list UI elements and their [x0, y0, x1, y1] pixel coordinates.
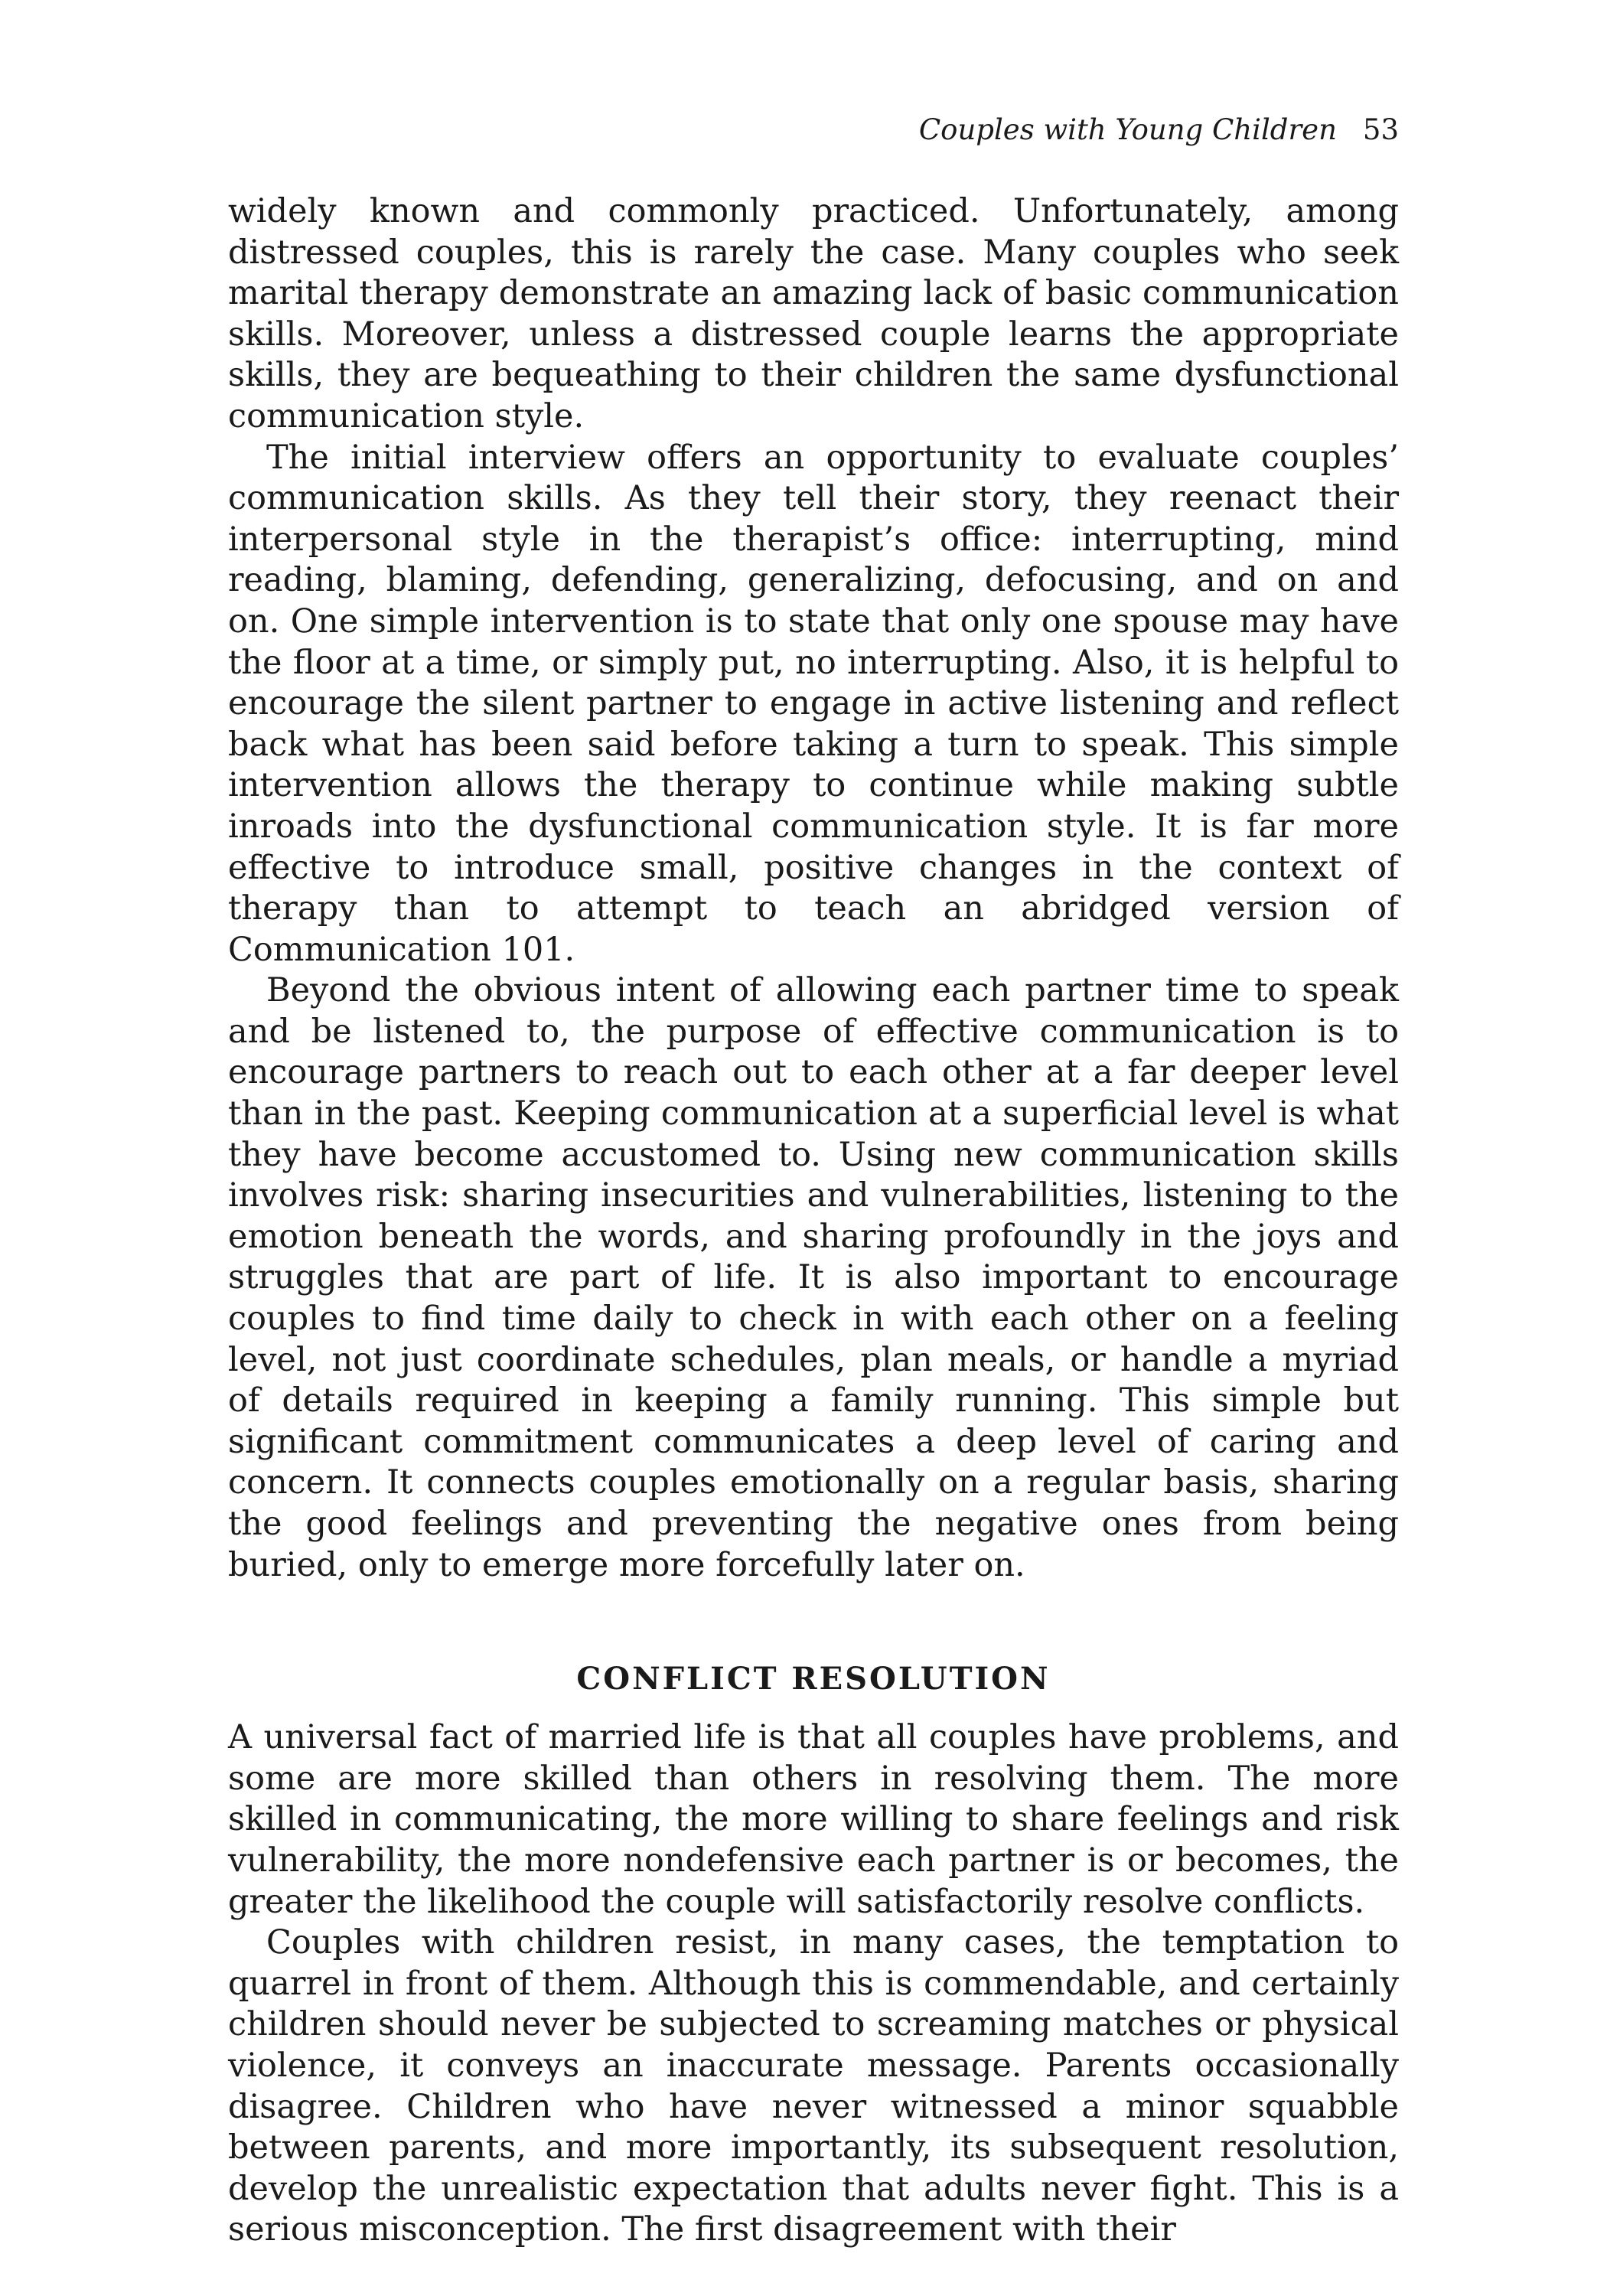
paragraph: Beyond the obvious intent of allowing each partner time to speak and be listened to, the purpose of effective communication is to encourage partners to reach out to each other at a far deeper level than in the past. Keeping communication at a superficial level is what they have become accustomed to. Using new communication skills involves risk: sharing insecurities and vulnerabilities, listening to the emotion beneath the words, and sharing profoundly in the joys and struggles that are part of life. It is also important to encourage couples to find time daily to check in with each other on a feeling level, not just coordinate schedules, plan meals, or handle a myriad of details required in keeping a family running. This simple but significant commitment communicates a deep level of caring and concern. It connects couples emotionally on a regular basis, sharing the good feelings and preventing the negative ones from being buried, only to emerge more forcefully later on. — [228, 971, 1399, 1584]
paragraph: The initial interview offers an opportunity to evaluate couples’ communication skills. As they tell their story, they reenact their interpersonal style in the therapist’s office: interrupting, mind reading, blaming, defending, generalizing, defocusing, and on and on. One simple intervention is to state that only one spouse may have the floor at a time, or simply put, no interrupting. Also, it is helpful to encourage the silent partner to engage in active listening and reflect back what has been said before taking a turn to speak. This simple intervention allows the therapy to continue while making subtle inroads into the dysfunctional communication style. It is far more effective to introduce small, positive changes in the context of therapy than to attempt to teach an abridged version of Communication 101. — [228, 438, 1399, 969]
section-heading: CONFLICT RESOLUTION — [576, 1661, 1051, 1698]
paragraph-first: A universal fact of married life is that all couples have problems, and some are more skilled than others in resolving them. The more skilled in communicating, the more willing to share feelings and risk vulnerability, the more nondefensive each partner is or becomes, the greater the likelihood the couple will satisfactorily resolve conflicts. — [228, 1718, 1399, 1921]
running-header — [228, 107, 1399, 153]
book-page — [228, 107, 1399, 2251]
page-number: 53 — [1362, 113, 1399, 146]
paragraph-continued: widely known and commonly practiced. Unfortunately, among distressed couples, this is rarely the case. Many couples who seek marital therapy demonstrate an amazing lack of basic communication skills. Moreover, unless a distressed couple learns the appropriate skills, they are bequeathing to their children the same dysfunctional communication style. — [228, 192, 1399, 435]
paragraph: Couples with children resist, in many cases, the temptation to quarrel in front of them. Although this is commendable, and certainly children should never be subjected to screaming matches or physical violence, it conveys an inaccurate message. Parents occasionally disagree. Children who have never witnessed a minor squabble between parents, and more importantly, its subsequent resolution, develop the unrealistic expectation that adults never fight. This is a serious misconception. The first disagreement with their — [228, 1923, 1399, 2249]
running-title: Couples with Young Children — [918, 113, 1337, 146]
